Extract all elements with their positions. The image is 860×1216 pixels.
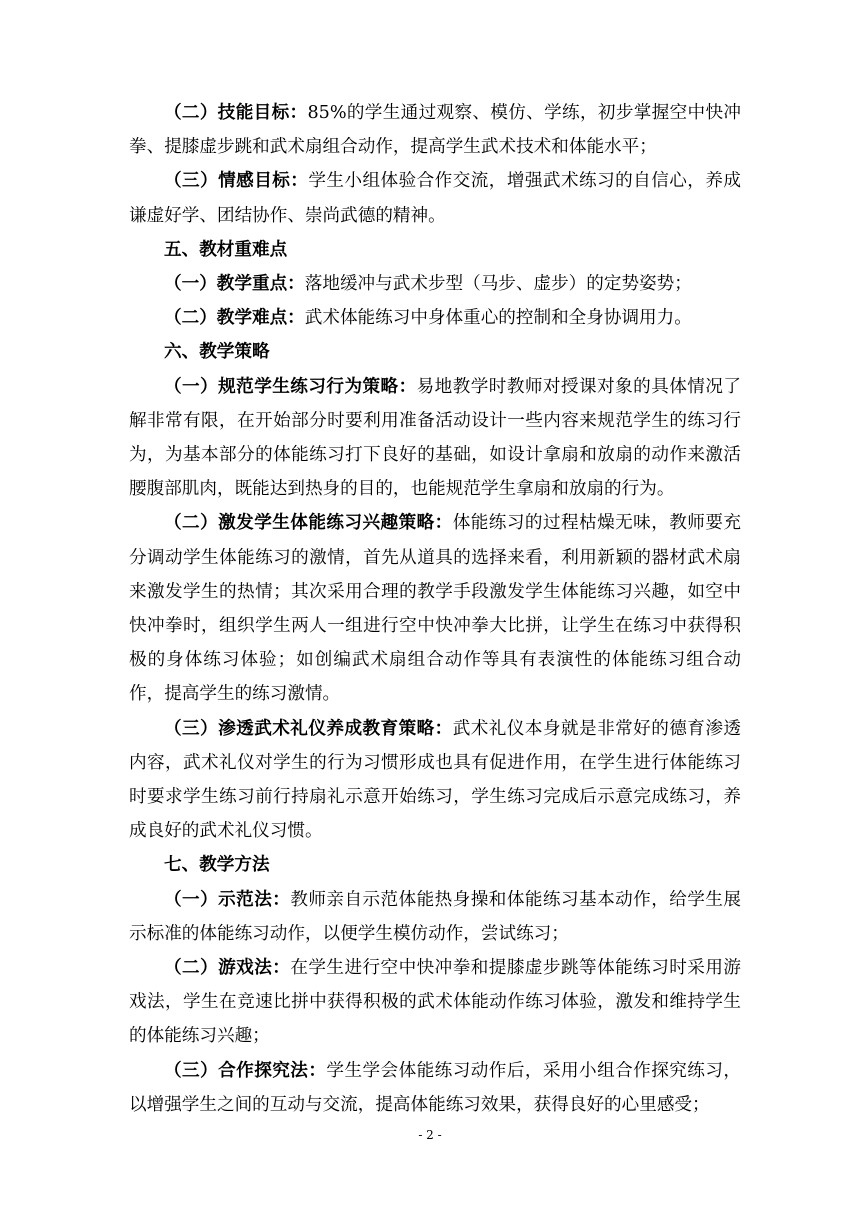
paragraph-method-game (129, 951, 741, 1054)
section-heading-strategy (129, 335, 741, 369)
paragraph-label: （一）教学重点： (164, 273, 305, 295)
paragraph-label: （三）合作探究法： (164, 1059, 327, 1081)
paragraph-label: （三）情感目标： (164, 170, 309, 192)
paragraph-label: （二）激发学生体能练习兴趣策略： (164, 512, 453, 534)
paragraph-text: 教师亲自示范体能热身操和体能练习基本动作，给学生展示标准的体能练习动作，以便学生模仿动作，尝试练习； (129, 889, 741, 944)
paragraph-emotion-goal (129, 164, 741, 232)
paragraph-label: （一）规范学生练习行为策略： (164, 375, 417, 397)
paragraph-text: 85%的学生通过观察、模仿、学练，初步掌握空中快冲拳、提膝虚步跳和武术扇组合动作，提高学生武术技术和体能水平； (129, 103, 741, 158)
paragraph-teaching-focus (129, 267, 741, 301)
page-number: - 2 - (418, 1128, 442, 1142)
paragraph-strategy-interest (129, 506, 741, 711)
paragraph-label: （三）渗透武术礼仪养成教育策略： (164, 717, 453, 739)
paragraph-skill-goal (129, 96, 741, 164)
paragraph-text: 体能练习的过程枯燥无味，教师要充分调动学生体能练习的激情，首先从道具的选择来看，利用新颖的器材武术扇来激发学生的热情；其次采用合理的教学手段激发学生体能练习兴趣，如空中快冲拳时，组织学生两人一组进行空中快冲拳大比拼，让学生在练习中获得积极的身体练习体验；如创编武术扇组合动作等具有表演性的体能练习组合动作，提高学生的练习激情。 (129, 513, 741, 705)
paragraph-label: （一）示范法： (164, 888, 291, 910)
section-heading: 六、教学策略 (164, 341, 270, 363)
paragraph-strategy-etiquette (129, 712, 741, 849)
paragraph-label: （二）游戏法： (164, 957, 291, 979)
paragraph-text: 易地教学时教师对授课对象的具体情况了解非常有限，在开始部分时要利用准备活动设计一些内容来规范学生的练习行为，为基本部分的体能练习打下良好的基础，如设计拿扇和放扇的动作来激活腰腹部肌肉，既能达到热身的目的，也能规范学生拿扇和放扇的行为。 (129, 376, 741, 500)
paragraph-text: 武术礼仪本身就是非常好的德育渗透内容，武术礼仪对学生的行为习惯形成也具有促进作用，在学生进行体能练习时要求学生练习前行持扇礼示意开始练习，学生练习完成后示意完成练习，养成良好的武术礼仪习惯。 (129, 718, 741, 842)
section-heading-methods (129, 848, 741, 882)
paragraph-text: 落地缓冲与武术步型（马步、虚步）的定势姿势； (304, 274, 692, 295)
document-body (129, 96, 741, 1122)
paragraph-strategy-behavior (129, 370, 741, 507)
paragraph-text: 学生小组体验合作交流，增强武术练习的自信心，养成谦虚好学、团结协作、崇尚武德的精神。 (129, 171, 741, 226)
paragraph-method-cooperative (129, 1054, 741, 1122)
paragraph-text: 学生学会体能练习动作后，采用小组合作探究练习，以增强学生之间的互动与交流，提高体能练习效果，获得良好的心里感受； (129, 1060, 741, 1115)
section-heading: 七、教学方法 (164, 854, 270, 876)
paragraph-label: （二）技能目标： (164, 102, 308, 123)
section-heading-key-points (129, 233, 741, 267)
paragraph-text: 在学生进行空中快冲拳和提膝虚步跳等体能练习时采用游戏法，学生在竞速比拼中获得积极的武术体能动作练习体验，激发和维持学生的体能练习兴趣； (129, 958, 741, 1047)
paragraph-label: （二）教学难点： (164, 307, 305, 329)
paragraph-method-demonstration (129, 883, 741, 951)
paragraph-text: 武术体能练习中身体重心的控制和全身协调用力。 (304, 308, 692, 329)
paragraph-teaching-difficulty (129, 301, 741, 335)
section-heading: 五、教材重难点 (164, 238, 288, 260)
